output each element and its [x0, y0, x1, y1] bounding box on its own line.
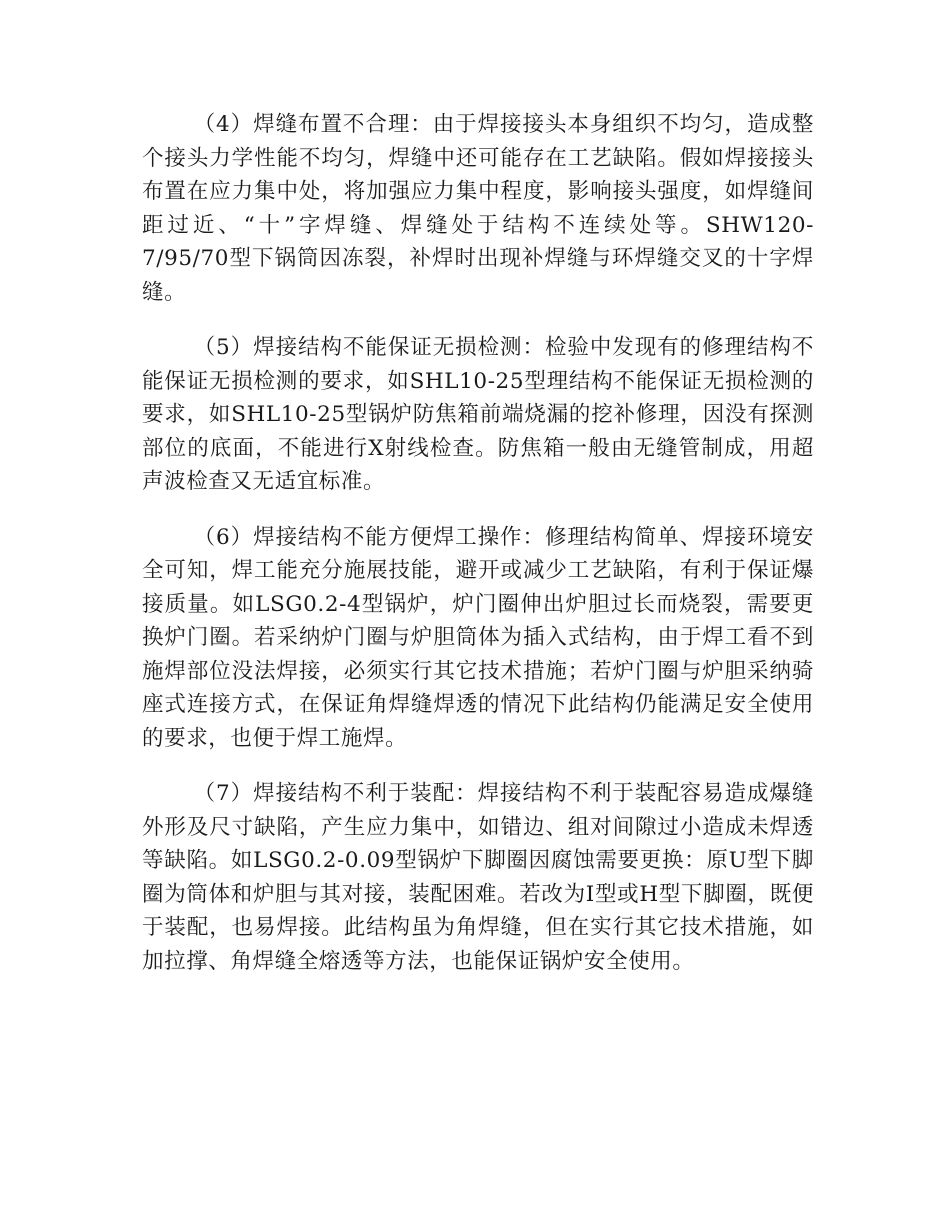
paragraph-6-welder-operation: （6）焊接结构不能方便焊工操作：修理结构简单、焊接环境安全可知，焊工能充分施展技能，避开或减少工艺缺陷，有利于保证爆接质量。如LSG0.2-4型锅炉，炉门圈伸出炉胆过长而烧裂，需要更换炉门圈。若采纳炉门圈与炉胆筒体为插入式结构，由于焊工看不到施焊部位没法焊接，必须实行其它技术措施；若炉门圈与炉胆采纳骑座式连接方式，在保证角焊缝焊透的情况下此结构仍能满足安全使用的要求，也便于焊工施焊。: [142, 524, 814, 751]
document-body: [142, 108, 814, 1000]
paragraph-7-assembly: （7）焊接结构不利于装配：焊接结构不利于装配容易造成爆缝外形及尺寸缺陷，产生应力集中，如错边、组对间隙过小造成未焊透等缺陷。如LSG0.2-0.09型锅炉下脚圈因腐蚀需要更换：原U型下脚圈为筒体和炉胆与其对接，装配困难。若改为I型或H型下脚圈，既便于装配，也易焊接。此结构虽为角焊缝，但在实行其它技术措施，如加拉撑、角焊缝全熔透等方法，也能保证锅炉安全使用。: [142, 781, 814, 974]
paragraph-5-nondestructive-testing: （5）焊接结构不能保证无损检测：检验中发现有的修理结构不能保证无损检测的要求，如SHL10-25型理结构不能保证无损检测的要求，如SHL10-25型锅炉防焦箱前端烧漏的挖补修理，因没有探测部位的底面，不能进行X射线检查。防焦箱一般由无缝管制成，用超声波检查又无适宜标准。: [142, 335, 814, 494]
paragraph-4-weld-layout: （4）焊缝布置不合理：由于焊接接头本身组织不均匀，造成整个接头力学性能不均匀，焊缝中还可能存在工艺缺陷。假如焊接接头布置在应力集中处，将加强应力集中程度，影响接头强度，如焊缝间距过近、“十”字焊缝、焊缝处于结构不连续处等。SHW120-7/95/70型下锅筒因冻裂，补焊时出现补焊缝与环焊缝交叉的十字焊缝。: [142, 112, 814, 305]
